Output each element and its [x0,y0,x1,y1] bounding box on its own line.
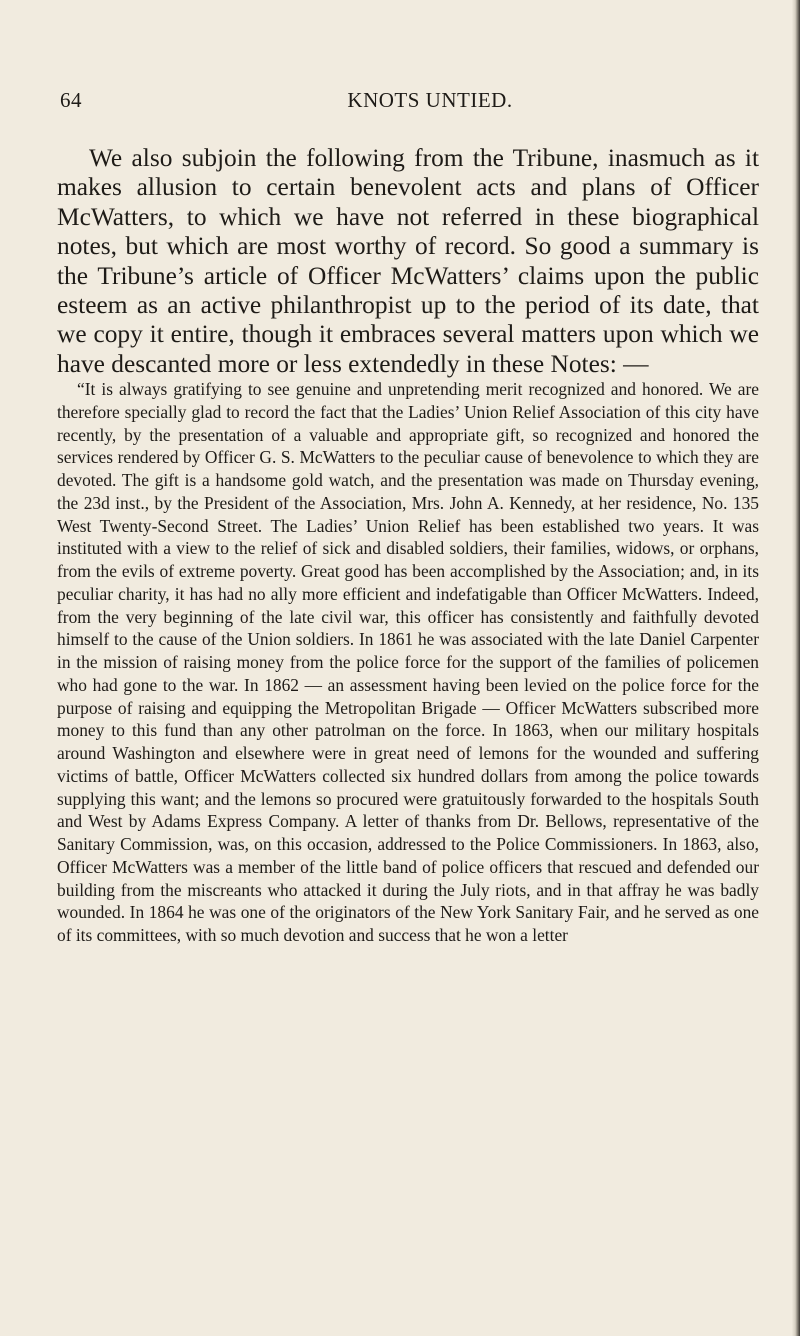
page-edge-shadow [792,0,800,1336]
running-head [60,88,760,118]
page-number: 64 [60,88,82,112]
lead-paragraph: We also subjoin the following from the Tribune, inasmuch as it makes allusion to certain benevolent acts and plans of Officer McWatters, to which we have not referred in these biographical notes, but which are most worthy of record. So good a summary is the Tribune’s article of Officer McWatters’ claims upon the public esteem as an active philanthropist up to the period of its date, that we copy it entire, though it embraces several matters upon which we have descanted more or less extendedly in these Notes: — [57,144,759,378]
running-title: KNOTS UNTIED. [347,88,513,112]
quoted-article: “It is always gratifying to see genuine and unpretending merit recognized and honored. We are therefore specially glad to record the fact that the Ladies’ Union Relief Association of this city have recently, by the presentation of a valuable and appropriate gift, so recognized and honored the services rendered by Officer G. S. McWatters to the peculiar cause of benevolence to which they are devoted. The gift is a handsome gold watch, and the presentation was made on Thursday evening, the 23d inst., by the President of the Association, Mrs. John A. Kennedy, at her residence, No. 135 West Twenty-Second Street. The Ladies’ Union Relief has been established two years. It was instituted with a view to the relief of sick and disabled soldiers, their families, widows, or orphans, from the evils of extreme poverty. Great good has been accomplished by the Association; and, in its peculiar charity, it has had no ally more efficient and indefatigable than Officer McWatters. Indeed, from the very beginning of the late civil war, this officer has consistently and faithfully devoted himself to the cause of the Union soldiers. In 1861 he was associated with the late Daniel Carpenter in the mission of raising money from the police force for the support of the families of policemen who had gone to the war. In 1862 — an assessment having been levied on the police force for the purpose of raising and equipping the Metropolitan Brigade — Officer McWatters subscribed more money to this fund than any other patrolman on the force. In 1863, when our military hospitals around Washington and elsewhere were in great need of lemons for the wounded and suffering victims of battle, Officer McWatters collected six hundred dollars from among the police towards supplying this want; and the lemons so procured were gratuitously forwarded to the hospitals South and West by Adams Express Company. A letter of thanks from Dr. Bellows, representative of the Sanitary Commission, was, on this occasion, addressed to the Police Commissioners. In 1863, also, Officer McWatters was a member of the little band of police officers that rescued and defended our building from the miscreants who attacked it during the July riots, and in that affray he was badly wounded. In 1864 he was one of the originators of the New York Sanitary Fair, and he served as one of its committees, with so much devotion and success that he won a letter [57,379,759,945]
